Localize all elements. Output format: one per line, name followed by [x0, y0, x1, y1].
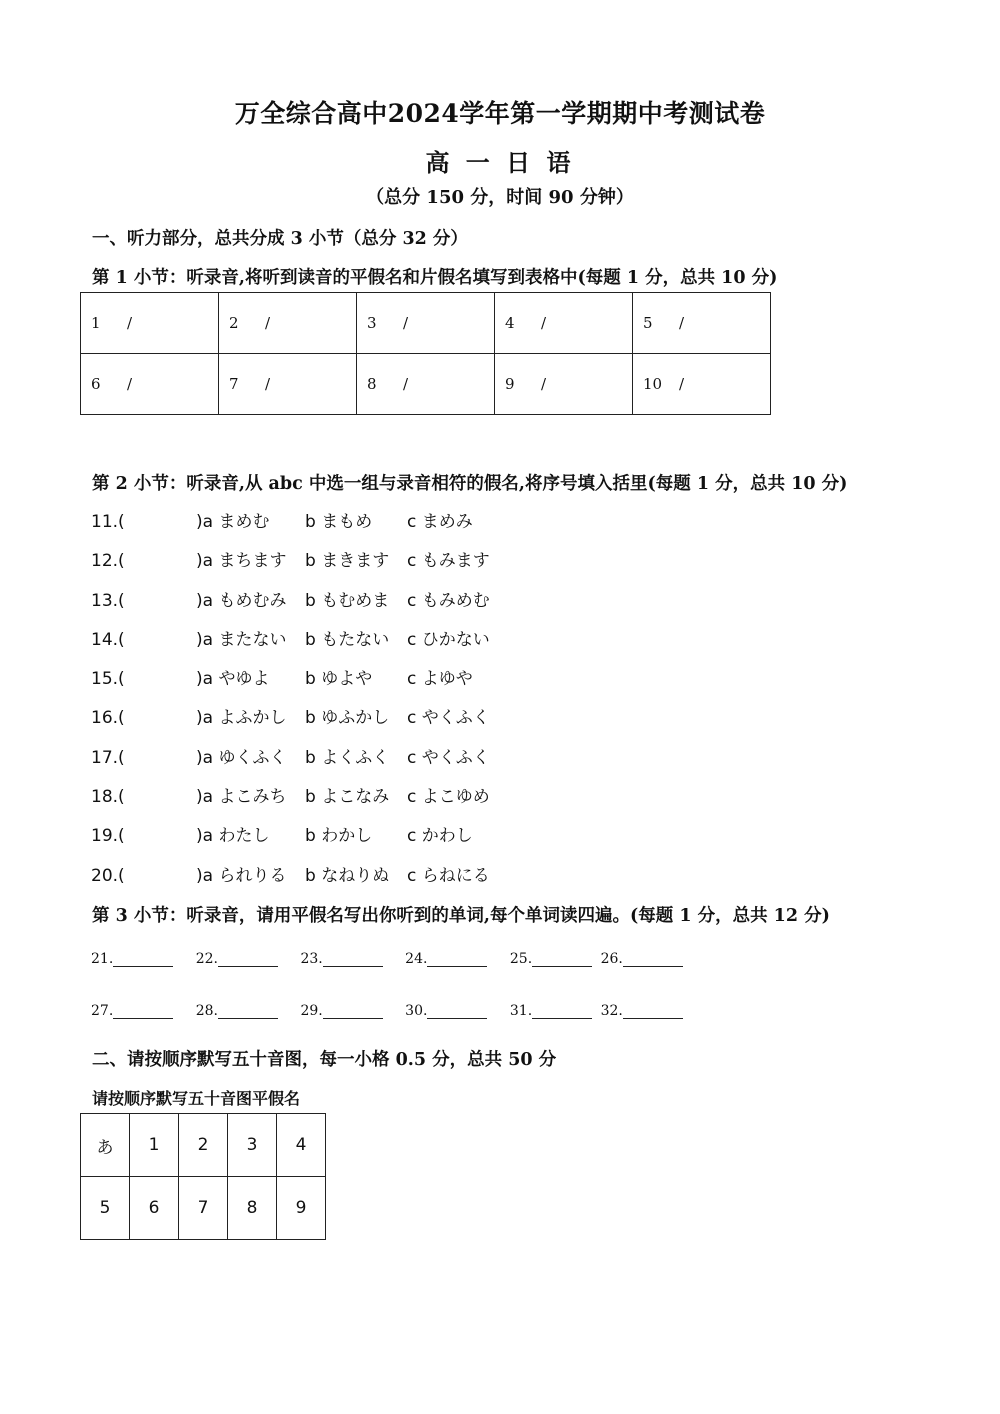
answer-blank[interactable]: 23. [300, 951, 382, 967]
answer-cell[interactable]: 2 / [219, 293, 357, 354]
section3-blank-row [91, 1003, 701, 1019]
answer-cell[interactable]: 6 / [81, 354, 219, 415]
kana-cell[interactable]: 1 [130, 1114, 179, 1177]
section1-heading: 第 1 小节：听录音,将听到读音的平假名和片假名填写到表格中(每题 1 分，总共 10 分) [92, 268, 778, 288]
answer-blank[interactable]: 27. [91, 1003, 173, 1019]
answer-cell[interactable]: 10 / [633, 354, 771, 415]
section3-heading: 第 3 小节：听录音，请用平假名写出你听到的单词,每个单词读四遍。(每题 1 分，总共 12 分) [92, 906, 830, 926]
exam-subtitle: 高 一 日 语 [425, 148, 575, 177]
section1-answer-table [80, 292, 771, 415]
answer-blank[interactable]: 22. [196, 951, 278, 967]
section3-blank-row [91, 951, 701, 967]
answer-cell[interactable]: 4 / [495, 293, 633, 354]
answer-cell[interactable]: 1 / [81, 293, 219, 354]
answer-blank[interactable]: 24. [405, 951, 487, 967]
answer-cell[interactable]: 5 / [633, 293, 771, 354]
exam-title: 万全综合高中2024学年第一学期期中考测试卷 [234, 99, 766, 128]
answer-blank[interactable]: 29. [300, 1003, 382, 1019]
section2-heading: 第 2 小节：听录音,从 abc 中选一组与录音相符的假名,将序号填入括里(每题 1 分，总共 10 分) [92, 474, 848, 494]
answer-blank[interactable]: 31. [510, 1003, 592, 1019]
table-row [81, 1177, 326, 1240]
table-row [81, 1114, 326, 1177]
part2-subheading: 请按顺序默写五十音图平假名 [92, 1089, 301, 1108]
gojuon-table [80, 1113, 326, 1240]
part1-heading: 一、听力部分，总共分成 3 小节（总分 32 分） [92, 229, 468, 249]
answer-blank[interactable]: 30. [405, 1003, 487, 1019]
answer-blank[interactable]: 21. [91, 951, 173, 967]
table-row [81, 354, 771, 415]
answer-blank[interactable]: 26. [601, 951, 683, 967]
answer-cell[interactable]: 8 / [357, 354, 495, 415]
kana-cell[interactable]: 7 [179, 1177, 228, 1240]
part2-heading: 二、请按顺序默写五十音图，每一小格 0.5 分，总共 50 分 [92, 1050, 557, 1070]
kana-cell[interactable]: あ [81, 1114, 130, 1177]
answer-blank[interactable]: 25. [510, 951, 592, 967]
kana-cell[interactable]: 9 [277, 1177, 326, 1240]
kana-cell[interactable]: 3 [228, 1114, 277, 1177]
table-row [81, 293, 771, 354]
kana-cell[interactable]: 4 [277, 1114, 326, 1177]
exam-info: （总分 150 分，时间 90 分钟） [366, 187, 634, 208]
answer-blank[interactable]: 28. [196, 1003, 278, 1019]
answer-cell[interactable]: 3 / [357, 293, 495, 354]
answer-blank[interactable]: 32. [601, 1003, 683, 1019]
kana-cell[interactable]: 2 [179, 1114, 228, 1177]
answer-cell[interactable]: 9 / [495, 354, 633, 415]
kana-cell[interactable]: 6 [130, 1177, 179, 1240]
answer-cell[interactable]: 7 / [219, 354, 357, 415]
kana-cell[interactable]: 8 [228, 1177, 277, 1240]
kana-cell[interactable]: 5 [81, 1177, 130, 1240]
